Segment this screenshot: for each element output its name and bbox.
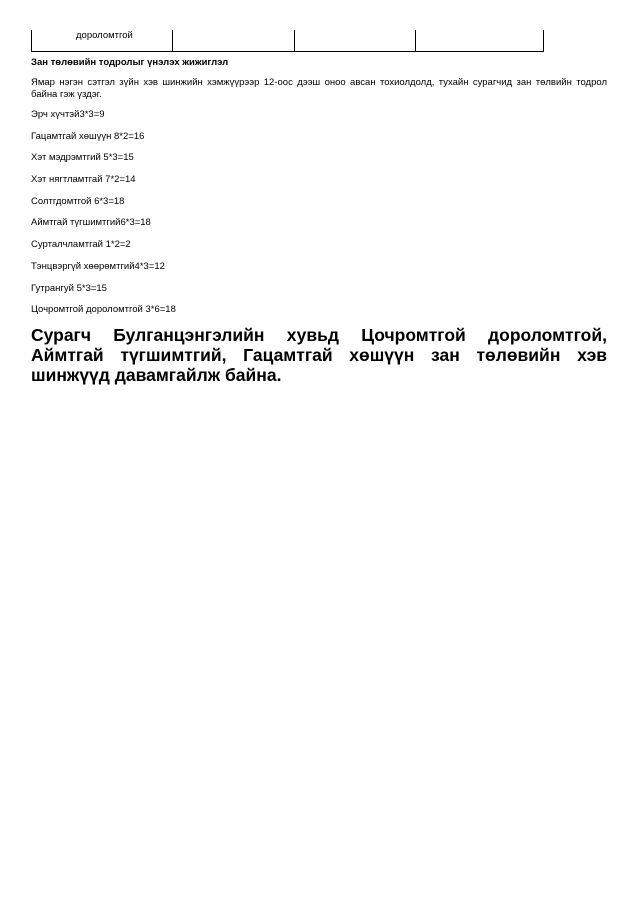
score-item: Эрч хүчтэй3*3=9	[31, 109, 105, 120]
intro-paragraph: Ямар нэгэн сэтгэл зүйн хэв шинжийн хэмжүүрээр 12-оос дээш оноо авсан тохиолдолд, тухайн сурагчид зан төлвийн тодрол байна гэж үздэг.	[31, 77, 607, 100]
score-item: Солтгдомтгой 6*3=18	[31, 195, 125, 207]
score-item: Тэнцвэргүй хөөрөмтгий4*3=12	[31, 260, 165, 272]
section-heading: Зан төлөвийн тодролыг үнэлэх жижиглэл	[31, 57, 229, 68]
score-item: Аймтгай түгшимтгий6*3=18	[31, 217, 151, 229]
table-cell: дороломтгой	[32, 30, 173, 51]
table-cell	[173, 30, 295, 51]
conclusion-paragraph: Сурагч Булганцэнгэлийн хувьд Цочромтгой дороломтгой, Аймтгай түгшимтгий, Гацамтгай хөшүүн зан төлөвийн хэв шинжүүд давамгайлж байна.	[31, 325, 607, 385]
score-item: Гутрангуй 5*3=15	[31, 282, 107, 294]
score-item: Сурталчламтгай 1*2=2	[31, 239, 131, 251]
score-item: Цочромтгой дороломтгой 3*6=18	[31, 304, 176, 316]
score-item: Хэт нягтламтгай 7*2=14	[31, 174, 136, 186]
score-item: Хэт мэдрэмтгий 5*3=15	[31, 152, 134, 164]
table-cell	[295, 30, 416, 51]
score-item: Гацамтгай хөшүүн 8*2=16	[31, 130, 145, 142]
table-cell	[416, 30, 544, 51]
table-fragment	[31, 30, 544, 52]
score-list	[31, 109, 176, 326]
